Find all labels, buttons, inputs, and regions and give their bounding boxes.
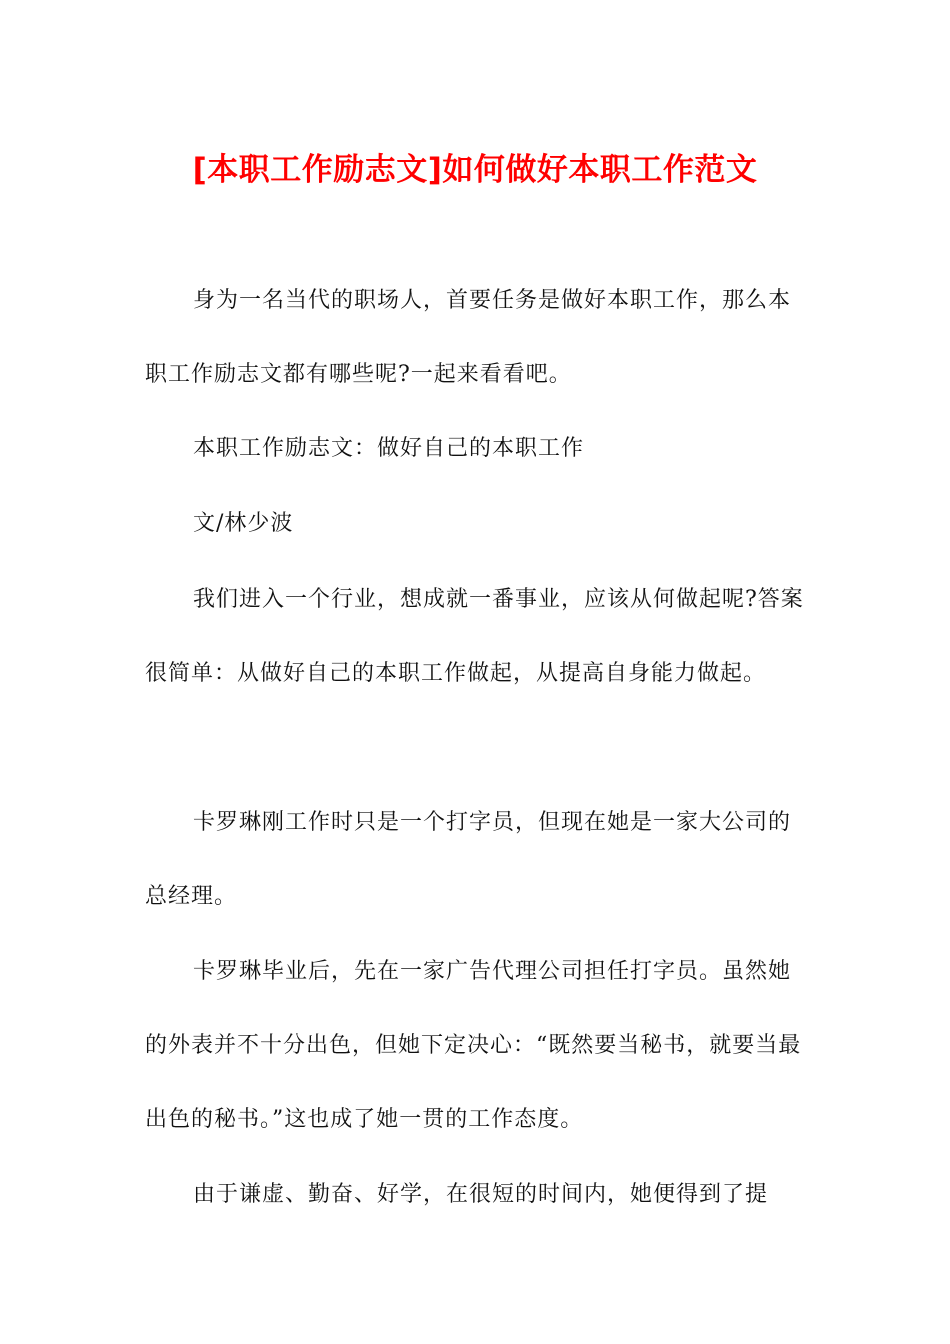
- document-title: [本职工作励志文]如何做好本职工作范文: [192, 152, 758, 188]
- paragraph-author: 文/林少波: [193, 511, 294, 536]
- paragraph-body-3: 卡罗琳毕业后，先在一家广告代理公司担任打字员。虽然她的外表并不十分出色，但她下定决心：“既然要当秘书，就要当最出色的秘书。”这也成了她一贯的工作态度。: [145, 959, 802, 1132]
- paragraph-subtitle: 本职工作励志文：做好自己的本职工作: [193, 436, 585, 461]
- paragraph-body-1: 我们进入一个行业，想成就一番事业，应该从何做起呢?答案很简单：从做好自己的本职工作做起，从提高自身能力做起。: [145, 587, 804, 686]
- paragraph-body-4: 由于谦虚、勤奋、好学，在很短的时间内，她便得到了提: [193, 1182, 769, 1207]
- paragraph-body-2: 卡罗琳刚工作时只是一个打字员，但现在她是一家大公司的总经理。: [145, 810, 792, 909]
- paragraph-intro: 身为一名当代的职场人，首要任务是做好本职工作，那么本职工作励志文都有哪些呢?一起来看看吧。: [145, 288, 792, 387]
